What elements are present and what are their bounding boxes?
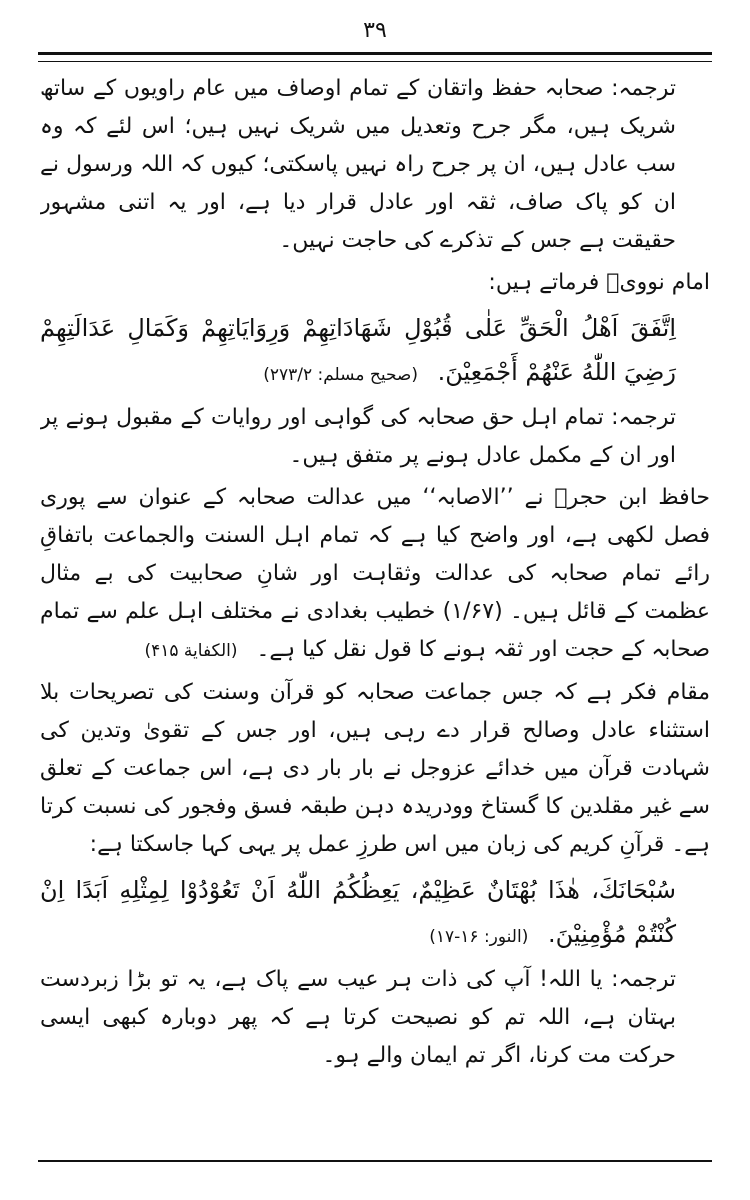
paragraph-translation-1: ترجمہ: صحابہ حفظ واتقان کے تمام اوصاف میں عام راویوں کے ساتھ شریک ہیں، مگر جرح وتعدیل میں شریک نہیں ہیں؛ اس لئے کہ وہ سب عادل ہیں، ان پر جرح راہ نہیں پاسکتی؛ کیوں کہ اللہ ورسول نے ان کو پاک صاف، ثقہ اور عادل قرار دیا ہے، اور یہ اتنی مشہور حقیقت ہے جس کے تذکرے کی حاجت نہیں۔: [40, 76, 676, 253]
paragraph-translation-2: ترجمہ: تمام اہل حق صحابہ کی گواہی اور روایات کے مقبول ہونے پر اور ان کے مکمل عادل ہونے پر متفق ہیں۔: [40, 405, 676, 468]
paragraph-nawawi-intro: امام نوویؒ فرماتے ہیں:: [488, 270, 710, 295]
paragraph-translation-3: ترجمہ: یا اللہ! آپ کی ذات ہر عیب سے پاک ہے، یہ تو بڑا زبردست بہتان ہے، اللہ تم کو نصیحت کرتا ہے کہ پھر دوبارہ کبھی ایسی حرکت مت کرنا، اگر تم ایمان والے ہو۔: [40, 967, 676, 1068]
arabic-quote-nawawi-text: اِتَّفَقَ اَهْلُ الْحَقِّ عَلٰى قُبُوْلِ شَهَادَاتِهِمْ وَرِوَايَاتِهِمْ وَكَمَالِ عَدَالَتِهِمْ رَضِيَ اللّٰهُ عَنْهُمْ أَجْمَعِيْنَ.: [40, 314, 676, 386]
arabic-quote-nur-text: سُبْحَانَكَ، هٰذَا بُهْتَانٌ عَظِيْمٌ، يَعِظُكُمُ اللّٰهُ اَنْ تَعُوْدُوْا لِمِثْلِهِ اَبَدًا اِنْ كُنْتُمْ مُؤْمِنِيْنَ.: [40, 876, 676, 948]
reference-sahih-muslim: (صحیح مسلم: ۲۷۳/۲): [263, 365, 418, 385]
paragraph-ibn-hajar-text: حافظ ابن حجرؒ نے ’’الاصابہ‘‘ میں عدالت صحابہ کے عنوان سے پوری فصل لکھی ہے، اور واضح کیا ہے کہ تمام اہل السنت والجماعت باتفاقِ رائے تمام صحابہ کی عدالت وثقاہت اور شانِ صحابیت کی بے مثال عظمت کے قائل ہیں۔ (۱/۶۷) خطیب بغدادی نے مختلف اہل علم سے تمام صحابہ کے حجت اور ثقہ ہونے کا قول نقل کیا ہے۔: [40, 485, 710, 662]
footer-rule: [38, 1160, 712, 1162]
paragraph-reflection: مقام فکر ہے کہ جس جماعت صحابہ کو قرآن وسنت کی تصریحات بلا استثناء عادل وصالح قرار دے رہی ہیں، اور جس کے تقویٰ وتدین کی شہادت قرآن میں خدائے عزوجل نے بار بار دی ہے، اس جماعت کے تعلق سے غیر مقلدین کا گستاخ وودریدہ دہن طبقہ فسق وفجور کی نسبت کرتا ہے۔ قرآنِ کریم کی زبان میں اس طرزِ عمل پر یہی کہا جاسکتا ہے:: [40, 680, 710, 857]
header-rule: [38, 52, 712, 62]
page-body: [40, 70, 710, 1150]
arabic-quote-nur: [40, 868, 710, 959]
page-number: ٣٩: [363, 18, 387, 43]
paragraph-ibn-hajar: [40, 479, 710, 670]
arabic-quote-nawawi: [40, 306, 710, 397]
reference-nur: (النور: ۱۶-۱۷): [429, 927, 529, 947]
reference-kifaya: (الکفایة ۴۱۵): [144, 641, 238, 661]
